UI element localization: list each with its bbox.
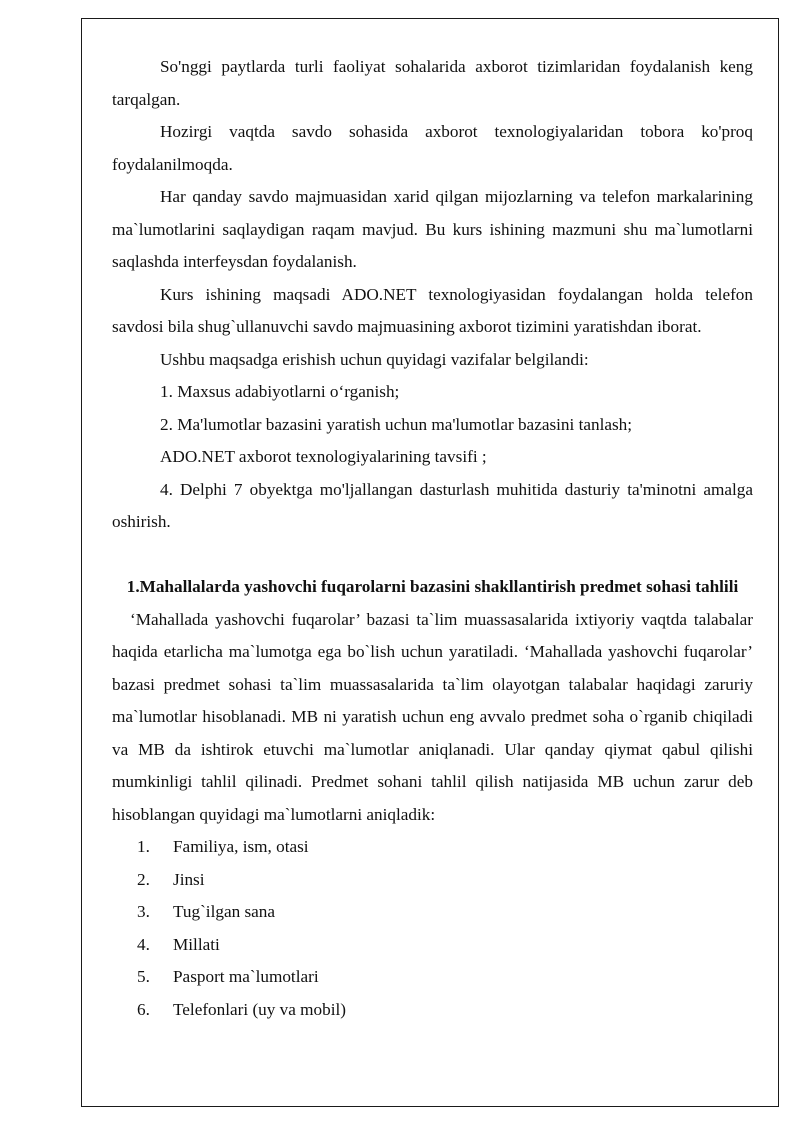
task-item-2: 2. Ma'lumotlar bazasini yaratish uchun ma'lumotlar bazasini tanlash; [160, 414, 633, 434]
intro-paragraph-2: Hozirgi vaqtda savdo sohasida axborot texnologiyalaridan tobora ko'proq foydalanilmoqda. [112, 122, 753, 174]
list-item-text: Millati [173, 934, 220, 954]
intro-paragraph-3: Har qanday savdo majmuasidan xarid qilgan mijozlarning va telefon markalarining ma`lumotlarini saqlaydigan raqam mavjud. Bu kurs ishining mazmuni shu ma`lumotlarni saqlashda interfeysdan foydalanish. [112, 187, 753, 271]
page-frame [81, 18, 779, 1107]
list-item-text: Telefonlari (uy va mobil) [173, 999, 346, 1019]
intro-paragraph-4: Kurs ishining maqsadi ADO.NET texnologiyasidan foydalangan holda telefon savdosi bila shug`ullanuvchi savdo majmuasining axborot tizimini yaratishdan iborat. [112, 284, 753, 336]
task-item-4: 4. Delphi 7 obyektga mo'ljallangan dasturlash muhitida dasturiy ta'minotni amalga oshirish. [112, 479, 753, 531]
list-item-number: 4. [137, 934, 150, 954]
list-item [112, 864, 753, 897]
data-fields-list [112, 831, 753, 1026]
intro-paragraph-1: So'nggi paytlarda turli faoliyat sohalarida axborot tizimlaridan foydalanish keng tarqalgan. [112, 57, 753, 109]
list-item [112, 831, 753, 864]
list-item-number: 3. [137, 902, 150, 921]
list-item [112, 896, 753, 929]
list-item [112, 994, 753, 1027]
list-item-text: Tug`ilgan sana [173, 902, 276, 921]
list-item-number: 6. [137, 999, 150, 1019]
list-item-text: Familiya, ism, otasi [173, 837, 309, 856]
list-item-number: 2. [137, 869, 150, 889]
list-item-number: 1. [137, 837, 150, 856]
intro-paragraph-5: Ushbu maqsadga erishish uchun quyidagi vazifalar belgilandi: [160, 349, 589, 369]
list-item-text: Jinsi [173, 869, 205, 889]
list-item-text: Pasport ma`lumotlari [173, 967, 319, 986]
list-item [112, 961, 753, 994]
blank-line [112, 539, 753, 572]
list-item [112, 929, 753, 962]
list-item-number: 5. [137, 967, 150, 986]
task-item-3: ADO.NET axborot texnologiyalarining tavsifi ; [160, 447, 487, 466]
document-body [112, 51, 753, 1026]
section-heading: 1.Mahallalarda yashovchi fuqarolarni bazasini shakllantirish predmet sohasi tahlili [126, 577, 739, 596]
task-item-1: 1. Maxsus adabiyotlarni o‘rganish; [160, 382, 400, 401]
section-paragraph: ‘Mahallada yashovchi fuqarolar’ bazasi ta`lim muassasalarida ixtiyoriy vaqtda talabalar haqida etarlicha ma`lumotga ega bo`lish uchun yaratiladi. ‘Mahallada yashovchi fuqarolar’ bazasi predmet sohasi ta`lim muassasalarida ta`lim olayotgan talabalar haqidagi zaruriy ma`lumotlar hisoblanadi. MB ni yaratish uchun eng avvalo predmet soha o`rganib chiqiladi va MB da ishtirok etuvchi ma`lumotlar aniqlanadi. Ular qanday qiymat qabul qilishi mumkinligi tahlil qilinadi. Predmet sohani tahlil qilish natijasida MB uchun zarur deb hisoblangan quyidagi ma`lumotlarni aniqladik: [112, 609, 753, 824]
